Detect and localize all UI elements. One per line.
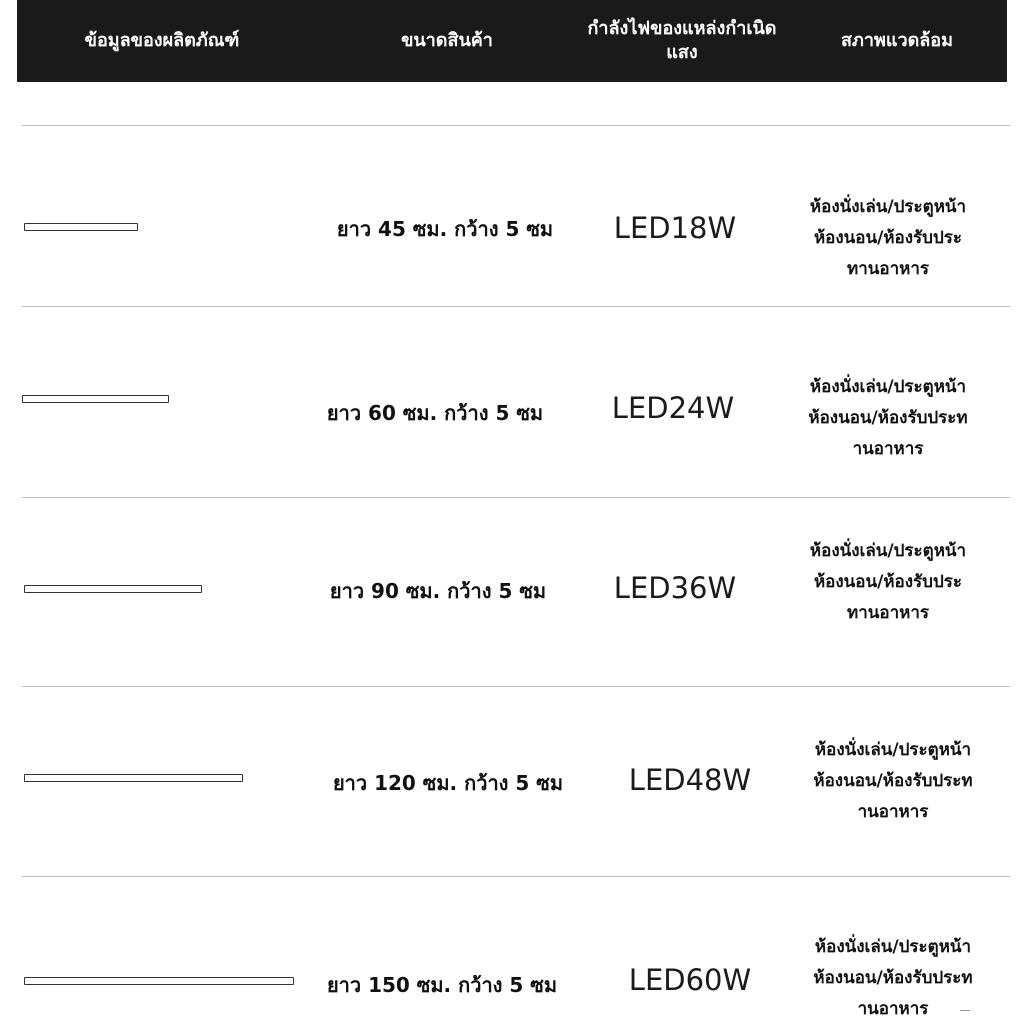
product-size: ยาว 60 ซม. กว้าง 5 ซม	[326, 401, 544, 425]
row-divider	[22, 686, 1010, 687]
led-tube-image	[22, 395, 169, 403]
product-size: ยาว 150 ซม. กว้าง 5 ซม	[326, 973, 558, 997]
environment: ห้องนั่งเล่น/ประตูหน้า ห้องนอน/ห้องรับประ ทานอาหาร	[809, 541, 967, 623]
table-row	[0, 530, 1024, 650]
corner-mark	[960, 1010, 970, 1011]
header-environment: สภาพแวดล้อม	[841, 30, 953, 51]
row-divider	[22, 306, 1010, 307]
light-power: LED18W	[613, 211, 737, 245]
table-row	[0, 915, 1024, 1035]
environment: ห้องนั่งเล่น/ประตูหน้า ห้องนอน/ห้องรับประท านอาหาร	[813, 937, 973, 1019]
table-header	[17, 0, 1007, 82]
led-tube-image	[24, 977, 294, 985]
environment: ห้องนั่งเล่น/ประตูหน้า ห้องนอน/ห้องรับประท านอาหาร	[813, 740, 973, 822]
light-power: LED48W	[628, 763, 752, 797]
row-divider	[22, 125, 1010, 126]
table-row	[0, 720, 1024, 840]
row-divider	[22, 497, 1010, 498]
light-power: LED36W	[613, 571, 737, 605]
header-product-size: ขนาดสินค้า	[401, 30, 493, 51]
led-tube-image	[24, 585, 202, 593]
header-product-info: ข้อมูลของผลิตภัณฑ์	[84, 30, 240, 51]
row-divider	[22, 876, 1010, 877]
led-tube-image	[24, 223, 138, 231]
table-row	[0, 350, 1024, 470]
product-size: ยาว 45 ซม. กว้าง 5 ซม	[336, 217, 554, 241]
header-light-power: กำลังไฟของแหล่งกำเนิดแสง	[587, 18, 777, 63]
table-row	[0, 170, 1024, 290]
environment: ห้องนั่งเล่น/ประตูหน้า ห้องนอน/ห้องรับประ ทานอาหาร	[809, 197, 967, 279]
product-size: ยาว 90 ซม. กว้าง 5 ซม	[329, 579, 547, 603]
led-tube-image	[24, 774, 243, 782]
light-power: LED24W	[611, 391, 735, 425]
product-size: ยาว 120 ซม. กว้าง 5 ซม	[332, 771, 564, 795]
light-power: LED60W	[628, 963, 752, 997]
environment: ห้องนั่งเล่น/ประตูหน้า ห้องนอน/ห้องรับประท านอาหาร	[808, 377, 968, 459]
